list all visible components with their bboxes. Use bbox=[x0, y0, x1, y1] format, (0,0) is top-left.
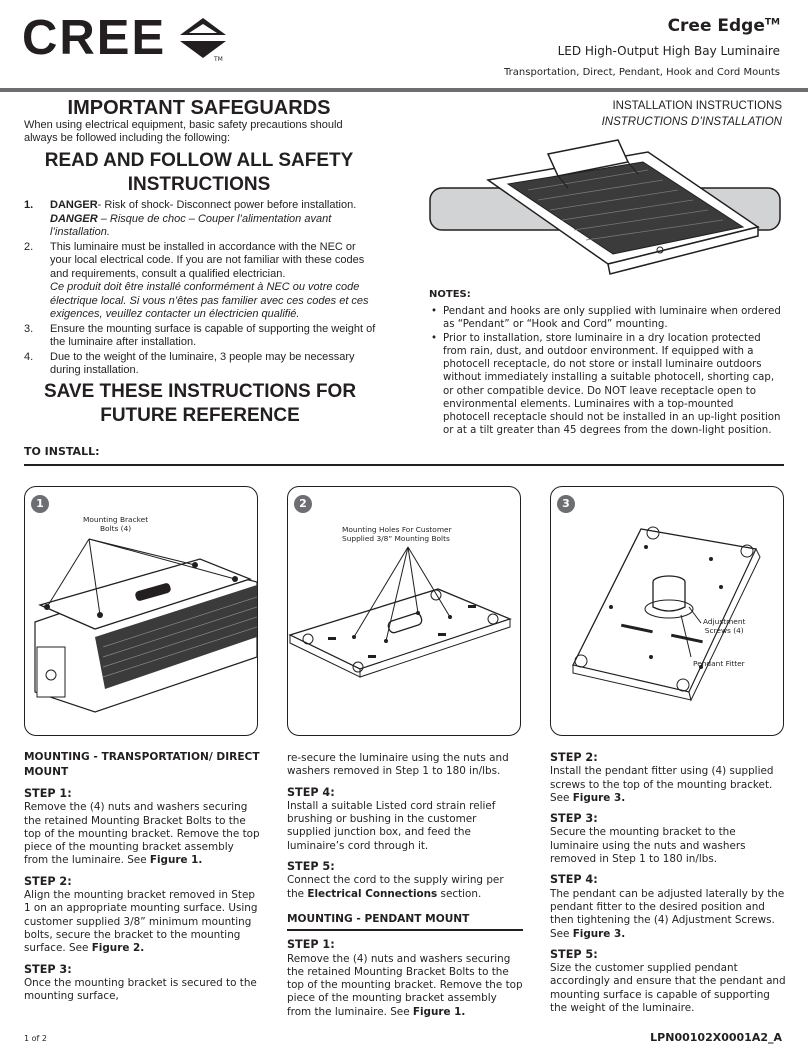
section-divider bbox=[287, 929, 523, 931]
text-column-2 bbox=[287, 752, 523, 1019]
section-heading: MOUNTING - TRANSPORTATION/ DIRECT MOUNT bbox=[24, 751, 260, 778]
step-heading: STEP 4: bbox=[550, 873, 598, 887]
figure-2 bbox=[287, 486, 521, 736]
step-heading: STEP 1: bbox=[287, 938, 335, 952]
step-heading: STEP 3: bbox=[24, 962, 72, 976]
safeguards-list bbox=[24, 199, 376, 379]
to-install-divider bbox=[24, 464, 784, 466]
text-column-1 bbox=[24, 750, 260, 1003]
step-text: Install the pendant fitter using (4) supplied screws to the top of the mounting bracket. See Figure 3. bbox=[550, 765, 774, 804]
figure-1-label: Mounting Bracket Bolts (4) bbox=[83, 515, 149, 533]
step-heading: STEP 4: bbox=[287, 785, 335, 799]
figure-2-label: Mounting Holes For Customer Supplied 3/8” Mounting Bolts bbox=[342, 525, 452, 543]
installation-instructions-en: INSTALLATION INSTRUCTIONS bbox=[612, 100, 782, 112]
figure-3-label-adjustment: Adjustment Screws (4) bbox=[703, 617, 746, 635]
note-item: • Pendant and hooks are only supplied with luminaire when ordered as “Pendant” or “Hook and Cord” mounting. bbox=[429, 305, 783, 331]
step-heading: STEP 2: bbox=[24, 874, 72, 888]
installation-instructions-fr: INSTRUCTIONS D’INSTALLATION bbox=[601, 116, 782, 128]
figure-3-illustration bbox=[551, 487, 783, 735]
safeguards-intro: When using electrical equipment, basic safety precautions should always be followed including the following: bbox=[24, 119, 343, 144]
cree-logo: CREE bbox=[22, 11, 167, 65]
safeguards-title: IMPORTANT SAFEGUARDS bbox=[67, 97, 331, 119]
step-heading: STEP 5: bbox=[550, 947, 598, 961]
notes-list bbox=[429, 305, 783, 438]
step-text: Size the customer supplied pendant accordingly and ensure that the pendant and mounting surface is capable of supporting the weight of the luminaire. bbox=[550, 962, 786, 1015]
to-install-heading: TO INSTALL: bbox=[24, 445, 100, 458]
step-text: Align the mounting bracket removed in Step 1 on an appropriate mounting surface. Using customer supplied 3/8” minimum mounting bolts, secure the bracket to the mounting surface. See Figure 2. bbox=[24, 889, 258, 955]
step-text: Once the mounting bracket is secured to the mounting surface, bbox=[24, 976, 257, 1003]
read-follow-title: READ AND FOLLOW ALL SAFETY INSTRUCTIONS bbox=[44, 150, 354, 195]
figure-number: 2 bbox=[294, 495, 312, 513]
notes-title: NOTES: bbox=[429, 289, 471, 300]
product-mounts: Transportation, Direct, Pendant, Hook and Cord Mounts bbox=[504, 67, 780, 78]
page-number: 1 of 2 bbox=[24, 1034, 47, 1043]
safeguard-item: 4. Due to the weight of the luminaire, 3 people may be necessary during installation. bbox=[24, 350, 355, 376]
luminaire-hero-illustration bbox=[428, 132, 783, 282]
step-heading: STEP 3: bbox=[550, 812, 598, 826]
step-heading: STEP 5: bbox=[287, 860, 335, 874]
document-id: LPN00102X0001A2_A bbox=[650, 1031, 782, 1044]
figure-number: 1 bbox=[31, 495, 49, 513]
step-text: Remove the (4) nuts and washers securing the retained Mounting Bracket Bolts to the top of the mounting bracket. Remove the top piece of the mounting bracket assembly from the luminaire. See Figure 1. bbox=[24, 801, 260, 867]
header-divider bbox=[0, 88, 808, 92]
safeguard-item: 1. DANGER- Risk of shock- Disconnect power before installation. DANGER – Risque de choc – Couper l’alimentation avant l’installation. bbox=[24, 199, 357, 238]
safeguard-item: 2. This luminaire must be installed in accordance with the NEC or your local electrical code. If you are not familiar with these codes and requirements, consult a qualified electrician. Ce produit doit être installé conformément à NEC ou votre code électrique local. Si vous n’êtes pas familier avec ces codes et ces exigences, veuillez contacter un électricien qualifié. bbox=[24, 240, 369, 320]
cree-chevron-logo-icon bbox=[180, 18, 226, 58]
logo-trademark: TM bbox=[214, 56, 223, 63]
text-column-3 bbox=[550, 744, 786, 1015]
note-item: • Prior to installation, store luminaire in a dry location protected from rain, dust, and outdoor environment. If equipped with a photocell receptacle, do not store or install luminaire outdoors without immediately installing a suitable photocell, shorting cap, or other compatible device. Do NOT leave receptacle open to environmental elements. Luminaires with a top-mounted photocell receptacle should not be installed in an up-light position or at a tilt greater than 45 degrees from the down-light position. bbox=[429, 332, 783, 437]
step-text: re-secure the luminaire using the nuts and washers removed in Step 1 to 180 in/lbs. bbox=[287, 752, 509, 778]
figure-1 bbox=[24, 486, 258, 736]
product-name: Cree Edge™ bbox=[667, 16, 780, 36]
step-text: The pendant can be adjusted laterally by the pendant fitter to the desired position and then tightening the (4) Adjustment Screws. See Figure 3. bbox=[550, 887, 785, 940]
figure-3-label-pendant-fitter: Pendant Fitter bbox=[693, 659, 745, 668]
step-text: Secure the mounting bracket to the luminaire using the nuts and washers removed in Step 1 to 180 in/lbs. bbox=[550, 826, 746, 866]
step-heading: STEP 1: bbox=[24, 787, 72, 800]
step-text: Install a suitable Listed cord strain relief brushing or bushing in the customer supplied junction box, and feed the luminaire’s cord through it. bbox=[287, 799, 496, 852]
step-text: Connect the cord to the supply wiring per the Electrical Connections section. bbox=[287, 874, 504, 900]
product-subtitle: LED High-Output High Bay Luminaire bbox=[557, 44, 780, 58]
step-text: Remove the (4) nuts and washers securing the retained Mounting Bracket Bolts to the top of the mounting bracket. Remove the top piece of the mounting bracket assembly from the luminaire. See Figure 1. bbox=[287, 952, 523, 1018]
step-heading: STEP 2: bbox=[550, 751, 598, 764]
figure-3 bbox=[550, 486, 784, 736]
figure-number: 3 bbox=[557, 495, 575, 513]
safeguard-item: 3. Ensure the mounting surface is capable of supporting the weight of the luminaire after installation. bbox=[24, 322, 376, 348]
section-heading: MOUNTING - PENDANT MOUNT bbox=[287, 912, 470, 925]
save-instructions-title: SAVE THESE INSTRUCTIONS FOR FUTURE REFERENCE bbox=[43, 381, 357, 426]
